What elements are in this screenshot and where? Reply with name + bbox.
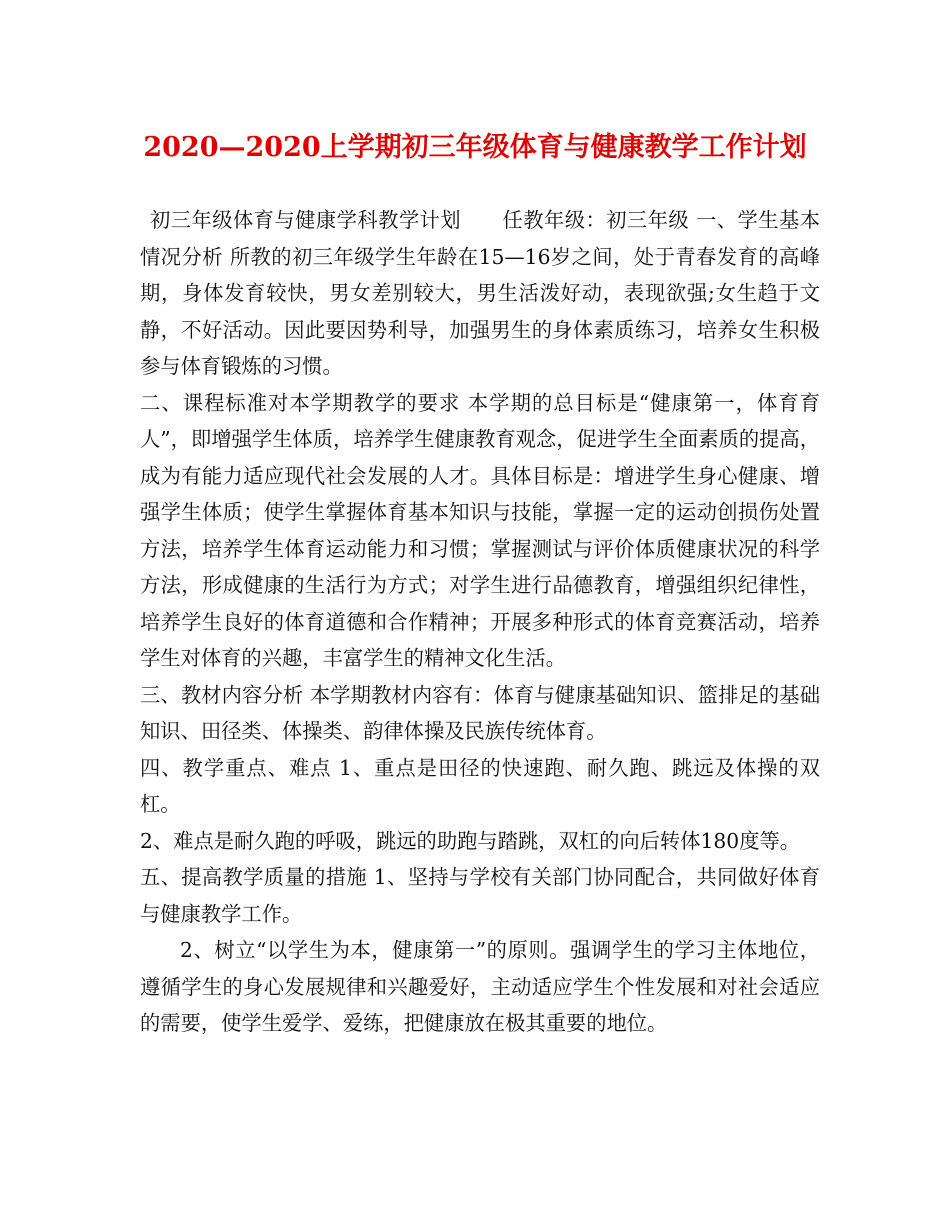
paragraph-textbook-analysis: 三、教材内容分析 本学期教材内容有：体育与健康基础知识、篮排足的基础知识、田径类、体操类、韵律体操及民族传统体育。 <box>140 682 820 743</box>
document-body <box>140 202 820 1042</box>
paragraph-student-analysis: 初三年级体育与健康学科教学计划 任教年级：初三年级 一、学生基本情况分析 所教的初三年级学生年龄在15—16岁之间，处于青春发育的高峰期，身体发育较快，男女差别较大，男生活泼好动，表现欲强;女生趋于文静，不好活动。因此要因势利导，加强男生的身体素质练习，培养女生积极参与体育锻炼的习惯。 <box>140 208 820 378</box>
paragraph-key-points: 四、教学重点、难点 1、重点是田径的快速跑、耐久跑、跳远及体操的双杠。 <box>140 755 820 816</box>
paragraph-quality-measures: 五、提高教学质量的措施 1、坚持与学校有关部门协同配合，共同做好体育与健康教学工作。 <box>140 865 820 926</box>
paragraph-curriculum-requirements: 二、课程标准对本学期教学的要求 本学期的总目标是“健康第一，体育育人”，即增强学生体质，培养学生健康教育观念，促进学生全面素质的提高，成为有能力适应现代社会发展的人才。具体目标是：增进学生身心健康、增强学生体质；使学生掌握体育基本知识与技能，掌握一定的运动创损伤处置方法，培养学生体育运动能力和习惯；掌握测试与评价体质健康状况的科学方法，形成健康的生活行为方式；对学生进行品德教育，增强组织纪律性，培养学生良好的体育道德和合作精神；开展多种形式的体育竞赛活动，培养学生对体育的兴趣，丰富学生的精神文化生活。 <box>140 390 820 670</box>
document-title: 2020—2020上学期初三年级体育与健康教学工作计划 <box>143 132 807 163</box>
paragraph-difficult-points: 2、难点是耐久跑的呼吸，跳远的助跑与踏跳，双杠的向后转体180度等。 <box>140 828 801 853</box>
paragraph-student-centered: 2、树立“以学生为本，健康第一”的原则。强调学生的学习主体地位，遵循学生的身心发展规律和兴趣爱好，主动适应学生个性发展和对社会适应的需要，使学生爱学、爱练，把健康放在极其重要的地位。 <box>140 938 820 1035</box>
